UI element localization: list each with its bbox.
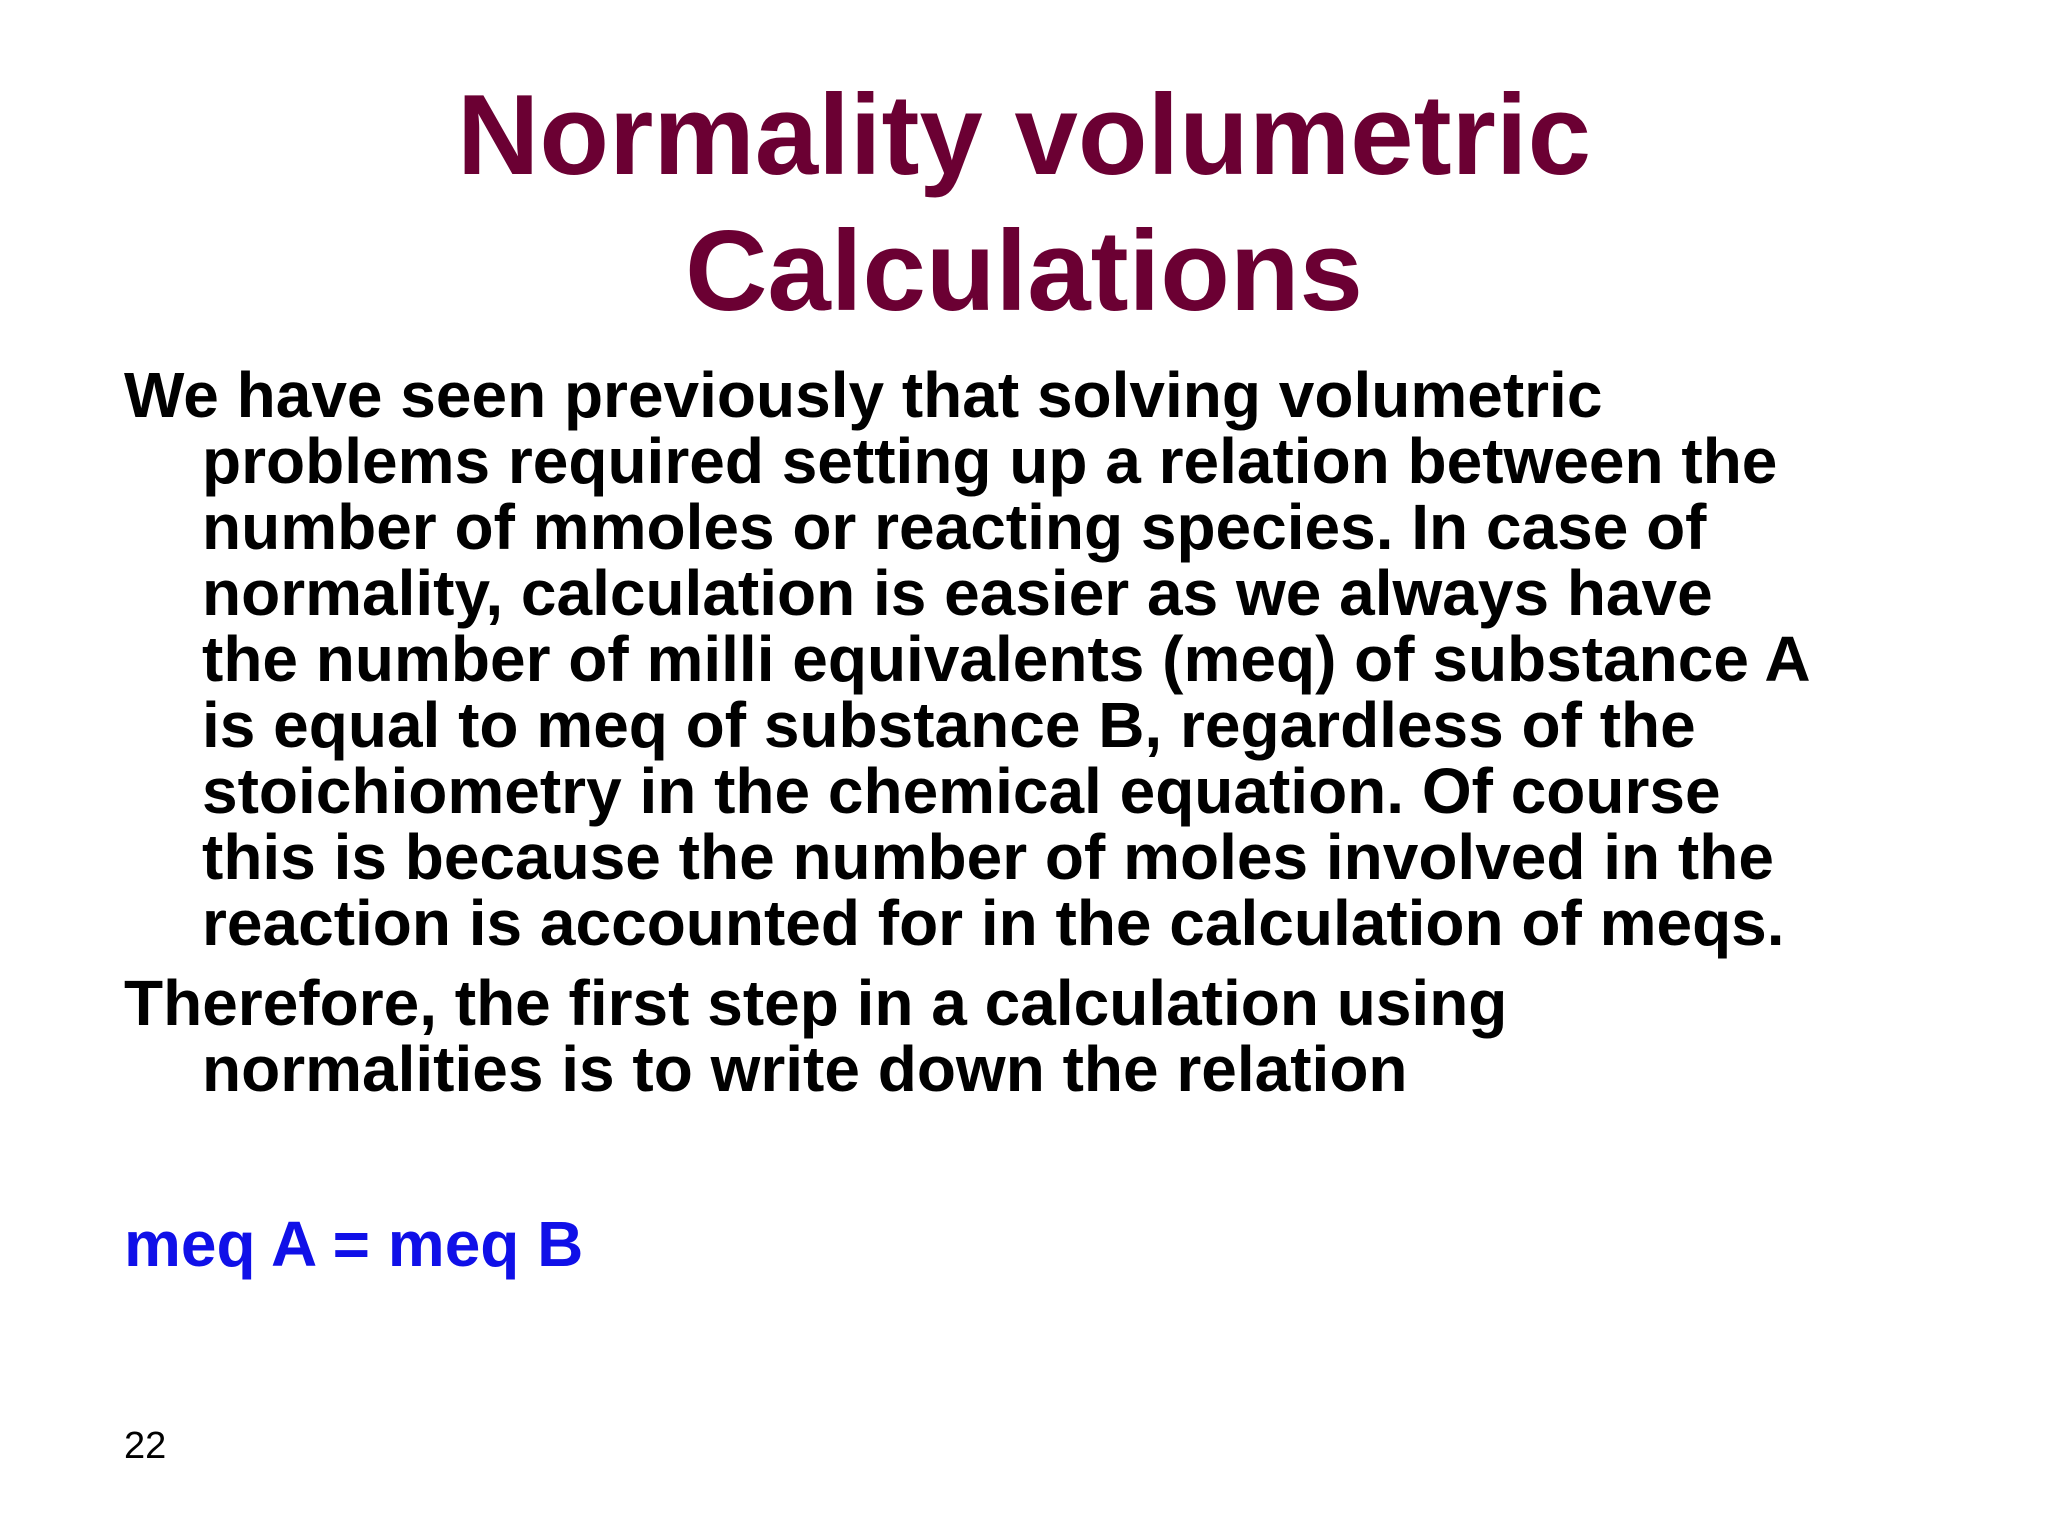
paragraph-1-line-1: We have seen previously that solving volumetric [124,359,1603,431]
paragraph-1-line-2: problems required setting up a relation between the [202,425,1778,497]
paragraph-1-line-6: is equal to meq of substance B, regardless of the [202,689,1696,761]
formula-meq-relation: meq A = meq B [124,1208,584,1280]
slide-title-line-2: Calculations [685,208,1363,335]
page-number: 22 [124,1425,167,1467]
paragraph-2-line-1: Therefore, the first step in a calculation using [124,967,1508,1039]
slide-title [0,68,2048,340]
slide-title-line-1: Normality volumetric [457,72,1591,199]
slide-body [124,359,1994,1116]
body-paragraph-1 [124,359,1994,959]
paragraph-1-line-7: stoichiometry in the chemical equation. Of course [202,755,1721,827]
body-paragraph-2 [124,967,1994,1105]
paragraph-1-line-8: this is because the number of moles involved in the [202,821,1774,893]
paragraph-1-line-5: the number of milli equivalents (meq) of substance A [202,623,1811,695]
paragraph-1-line-4: normality, calculation is easier as we always have [202,557,1713,629]
paragraph-1-line-3: number of mmoles or reacting species. In case of [202,491,1707,563]
paragraph-2-line-2: normalities is to write down the relation [202,1033,1408,1105]
paragraph-1-line-9: reaction is accounted for in the calculation of meqs. [202,887,1785,959]
